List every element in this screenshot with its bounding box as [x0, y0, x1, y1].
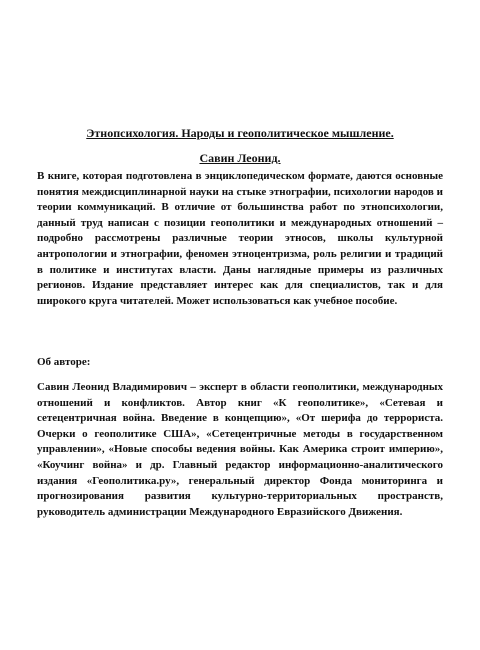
document-author: Савин Леонид. — [199, 151, 281, 165]
book-description: В книге, которая подготовлена в энциклопедическом формате, даются основные понятия междисциплинарной науки на стыке этнографии, психологии народов и теории коммуникаций. В отличие от большинства работ по этнопсихологии, данный труд написан с позиции геополитики и международных отношений – подробно рассмотрены различные теории этносов, школы культурной антропологии и этнографии, феномен этноцентризма, роль религии и традиций в политике и институтах власти. Даны наглядные примеры из различных регионов. Издание представляет интерес как для специалистов, так и для широкого круга читателей. Может использоваться как учебное пособие. — [37, 170, 443, 307]
about-author-heading: Об авторе: — [37, 356, 91, 368]
about-author-text: Савин Леонид Владимирович – эксперт в области геополитики, международных отношений и конфликтов. Автор книг «К геополитике», «Сетевая и сетецентричная война. Введение в концепцию», «От шерифа до террориста. Очерки о геополитике США», «Сетецентричные методы в государственном управлении», «Новые способы ведения войны. Как Америка строит империю», «Коучинг война» и др. Главный редактор информационно-аналитического издания «Геополитика.ру», генеральный директор Фонда мониторинга и прогнозирования развития культурно-территориальных пространств, руководитель администрации Международного Евразийского Движения. — [37, 381, 443, 518]
document-title: Этнопсихология. Народы и геополитическое мышление. — [86, 126, 394, 140]
